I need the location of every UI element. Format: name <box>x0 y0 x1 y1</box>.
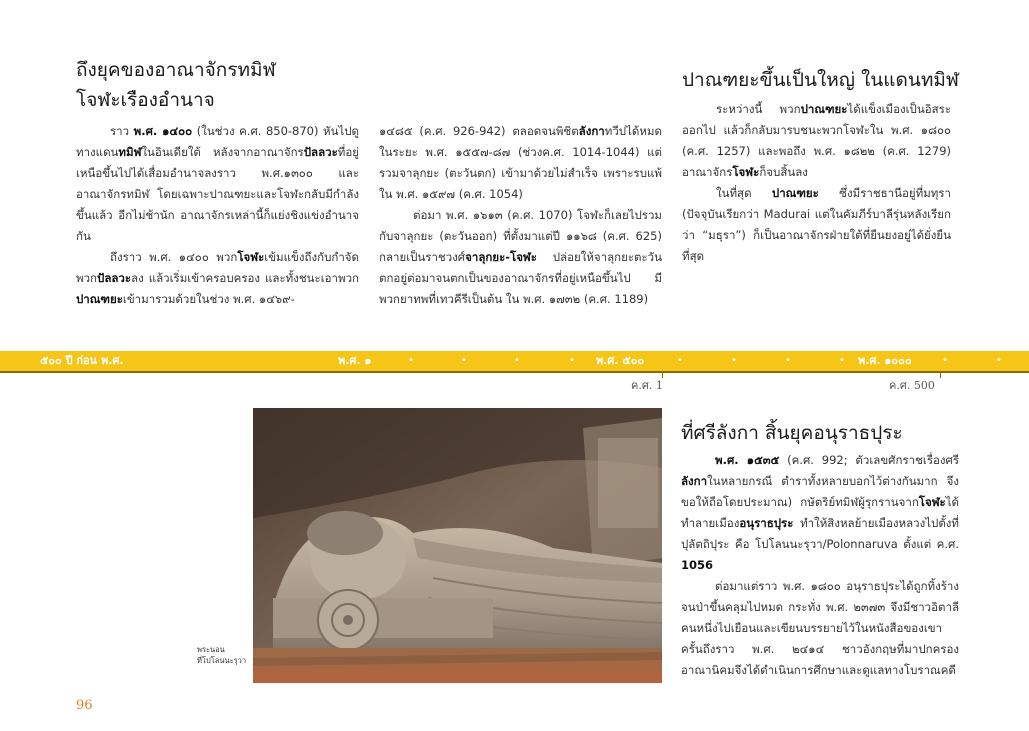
section-title-line2: โจฬะเรืองอำนาจ <box>76 89 215 111</box>
emphasis-text: โจฬะ <box>237 250 265 264</box>
emphasis-text: จาลุกยะ-โจฬะ <box>465 250 537 264</box>
timeline-label: พ.ศ. ๑๐๐๐ <box>858 354 912 367</box>
timeline-dot: • <box>461 355 467 366</box>
emphasis-text: ปาณฑยะ <box>800 102 848 116</box>
section-title-sri-lanka: ที่ศรีลังกา สิ้นยุคอนุราธปุระ <box>681 422 903 444</box>
timeline-bar <box>0 351 1029 373</box>
emphasis-text: โจฬะ <box>918 495 946 509</box>
timeline-label: ๕๐๐ ปี ก่อน พ.ศ. <box>40 354 124 367</box>
emphasis-text: พ.ศ. ๑๔๐๐ <box>133 124 193 138</box>
reclining-buddha-illustration <box>253 408 662 683</box>
text-column-1 <box>76 121 359 310</box>
section-title-tamil <box>76 55 366 115</box>
emphasis-text: อนุราธปุระ <box>739 516 794 530</box>
text-column-2 <box>379 121 662 310</box>
timeline-dot: • <box>785 355 791 366</box>
timeline-sub-label: ค.ศ. 500 <box>889 379 935 392</box>
timeline-tick <box>940 372 941 378</box>
emphasis-text: โจฬะ <box>732 165 760 179</box>
emphasis-text: ปาณฑยะ <box>771 186 819 200</box>
timeline-label: พ.ศ. ๑ <box>338 354 372 367</box>
page-number: 96 <box>76 698 93 713</box>
paragraph: พ.ศ. ๑๕๓๕ (ค.ศ. 992; ตัวเลขศักราชเรื่องศรีลังกาในหลายกรณี ตำราทั้งหลายบอกไว้ต่างกันมาก จึงขอให้ถือโดยประมาณ) กษัตริย์ทมิฬผู้รุกรานจากโจฬะได้ทำลายเมืองอนุราธปุระ ทำให้สิงหลย้ายเมืองหลวงไปตั้งที่ปุลัตถิปุระ คือ โปโลนนะรุวา/Polonnaruva ตั้งแต่ ค.ศ. 1056 <box>681 453 959 572</box>
timeline-dot: • <box>731 355 737 366</box>
timeline-dot: • <box>942 355 948 366</box>
paragraph: ต่อมา พ.ศ. ๑๖๑๓ (ค.ศ. 1070) โจฬะก็เลยไปรวมกับจาลุกยะ (ตะวันออก) ที่ตั้งมาแต่ปี ๑๑๖๘ (ค.ศ. 625) กลายเป็นราชวงศ์จาลุกยะ-โจฬะ ปล่อยให้จาลุกยะตะวันตกอยู่ต่อมาจนตกเป็นของอาณาจักรที่อยู่เหนือขึ้นไป มีพวกยาทพที่เทวคีรีเป็นต้น ใน พ.ศ. ๑๗๓๒ (ค.ศ. 1189) <box>379 208 662 306</box>
paragraph: ต่อมาแต่ราว พ.ศ. ๑๘๐๐ อนุราธปุระได้ถูกทิ้งร้างจนป่าขึ้นคลุมไปหมด กระทั่ง พ.ศ. ๒๓๗๓ จึงมีชาวอิตาลีคนหนึ่งไปเยือนและเขียนบรรยายไว้ในหนังสือของเขา ครั้นถึงราว พ.ศ. ๒๔๑๔ ชาวอังกฤษที่มาปกครองอาณานิคมจึงได้ดำเนินการศึกษาและดูแลทางโบราณคดี <box>681 579 959 677</box>
timeline-dot: • <box>677 355 683 366</box>
timeline-dot: • <box>996 355 1002 366</box>
paragraph: ถึงราว พ.ศ. ๑๔๐๐ พวกโจฬะเข้มแข็งถึงกับกำจัดพวกปัลลวะลง แล้วเริ่มเข้าครอบครอง และทั้งชนะเอาพวกปาณฑยะเข้ามารวมด้วยในช่วง พ.ศ. ๑๔๖๙- <box>76 250 359 306</box>
paragraph: ระหว่างนี้ พวกปาณฑยะได้แข็งเมืองเป็นอิสระออกไป แล้วก็กลับมารบชนะพวกโจฬะใน พ.ศ. ๑๘๐๐ (ค.ศ. 1257) และพอถึง พ.ศ. ๑๘๒๒ (ค.ศ. 1279) อาณาจักรโจฬะก็จบสิ้นลง <box>682 102 951 179</box>
timeline-sub-label: ค.ศ. 1 <box>631 379 663 392</box>
emphasis-text: ลังกา <box>681 474 708 488</box>
timeline-dot: • <box>839 355 845 366</box>
emphasis-text: ทมิฬ <box>118 145 142 159</box>
timeline-dot: • <box>514 355 520 366</box>
emphasis-text: ลังกา <box>578 124 605 138</box>
section-title-line1: ถึงยุคของอาณาจักรทมิฬ <box>76 59 276 81</box>
emphasis-text: พ.ศ. ๑๕๓๕ <box>715 453 780 467</box>
timeline-label: พ.ศ. ๕๐๐ <box>596 354 645 367</box>
caption-line: พระนอน <box>197 645 225 654</box>
paragraph: ราว พ.ศ. ๑๔๐๐ (ในช่วง ค.ศ. 850-870) หันไปดูทางแดนทมิฬในอินเดียใต้ หลังจากอาณาจักรปัลลวะที่อยู่เหนือขึ้นไปได้เสื่อมอำนาจลงราว พ.ศ.๑๓๐๐ และอาณาจักรทมิฬ โดยเฉพาะปาณฑยะและโจฬะกลับมีกำลังขึ้นแล้ว อีกไม่ช้านัก อาณาจักรเหล่านี้ก็แย่งชิงแข่งอำนาจกัน <box>76 124 360 243</box>
caption-line: ที่โปโลนนะรุวา <box>197 656 247 665</box>
emphasis-text: ปาณฑยะ <box>76 292 123 306</box>
emphasis-text: ปัลลวะ <box>303 145 338 159</box>
text-column-4 <box>681 450 959 681</box>
reclining-buddha-photo <box>253 408 662 683</box>
timeline-dot: • <box>569 355 575 366</box>
emphasis-text: ปัลลวะ <box>97 271 132 285</box>
text-column-3 <box>682 99 951 267</box>
figure-caption <box>197 644 253 666</box>
paragraph: ในที่สุด ปาณฑยะ ซึ่งมีราชธานีอยู่ที่มทุรา (ปัจจุบันเรียกว่า Madurai แต่ในคัมภีร์บาลีรุ่นหลังเรียกว่า “มธุรา”) ก็เป็นอาณาจักรฝ่ายใต้ที่ยืนยงอยู่ได้ยั่งยืนที่สุด <box>682 186 951 263</box>
paragraph: ๑๔๘๕ (ค.ศ. 926-942) ตลอดจนพิชิตลังกาทวีปได้หมดในระยะ พ.ศ. ๑๕๕๗-๘๗ (ช่วงค.ศ. 1014-1044) แต่รวมจาลุกยะ (ตะวันตก) เข้ามาด้วยไม่สำเร็จ เพราะรบแพ้ใน พ.ศ. ๑๕๙๗ (ค.ศ. 1054) <box>379 124 662 201</box>
timeline-dot: • <box>408 355 414 366</box>
emphasis-text: 1056 <box>681 558 714 572</box>
section-title-pandya: ปาณฑยะขึ้นเป็นใหญ่ ในแดนทมิฬ <box>682 69 959 91</box>
